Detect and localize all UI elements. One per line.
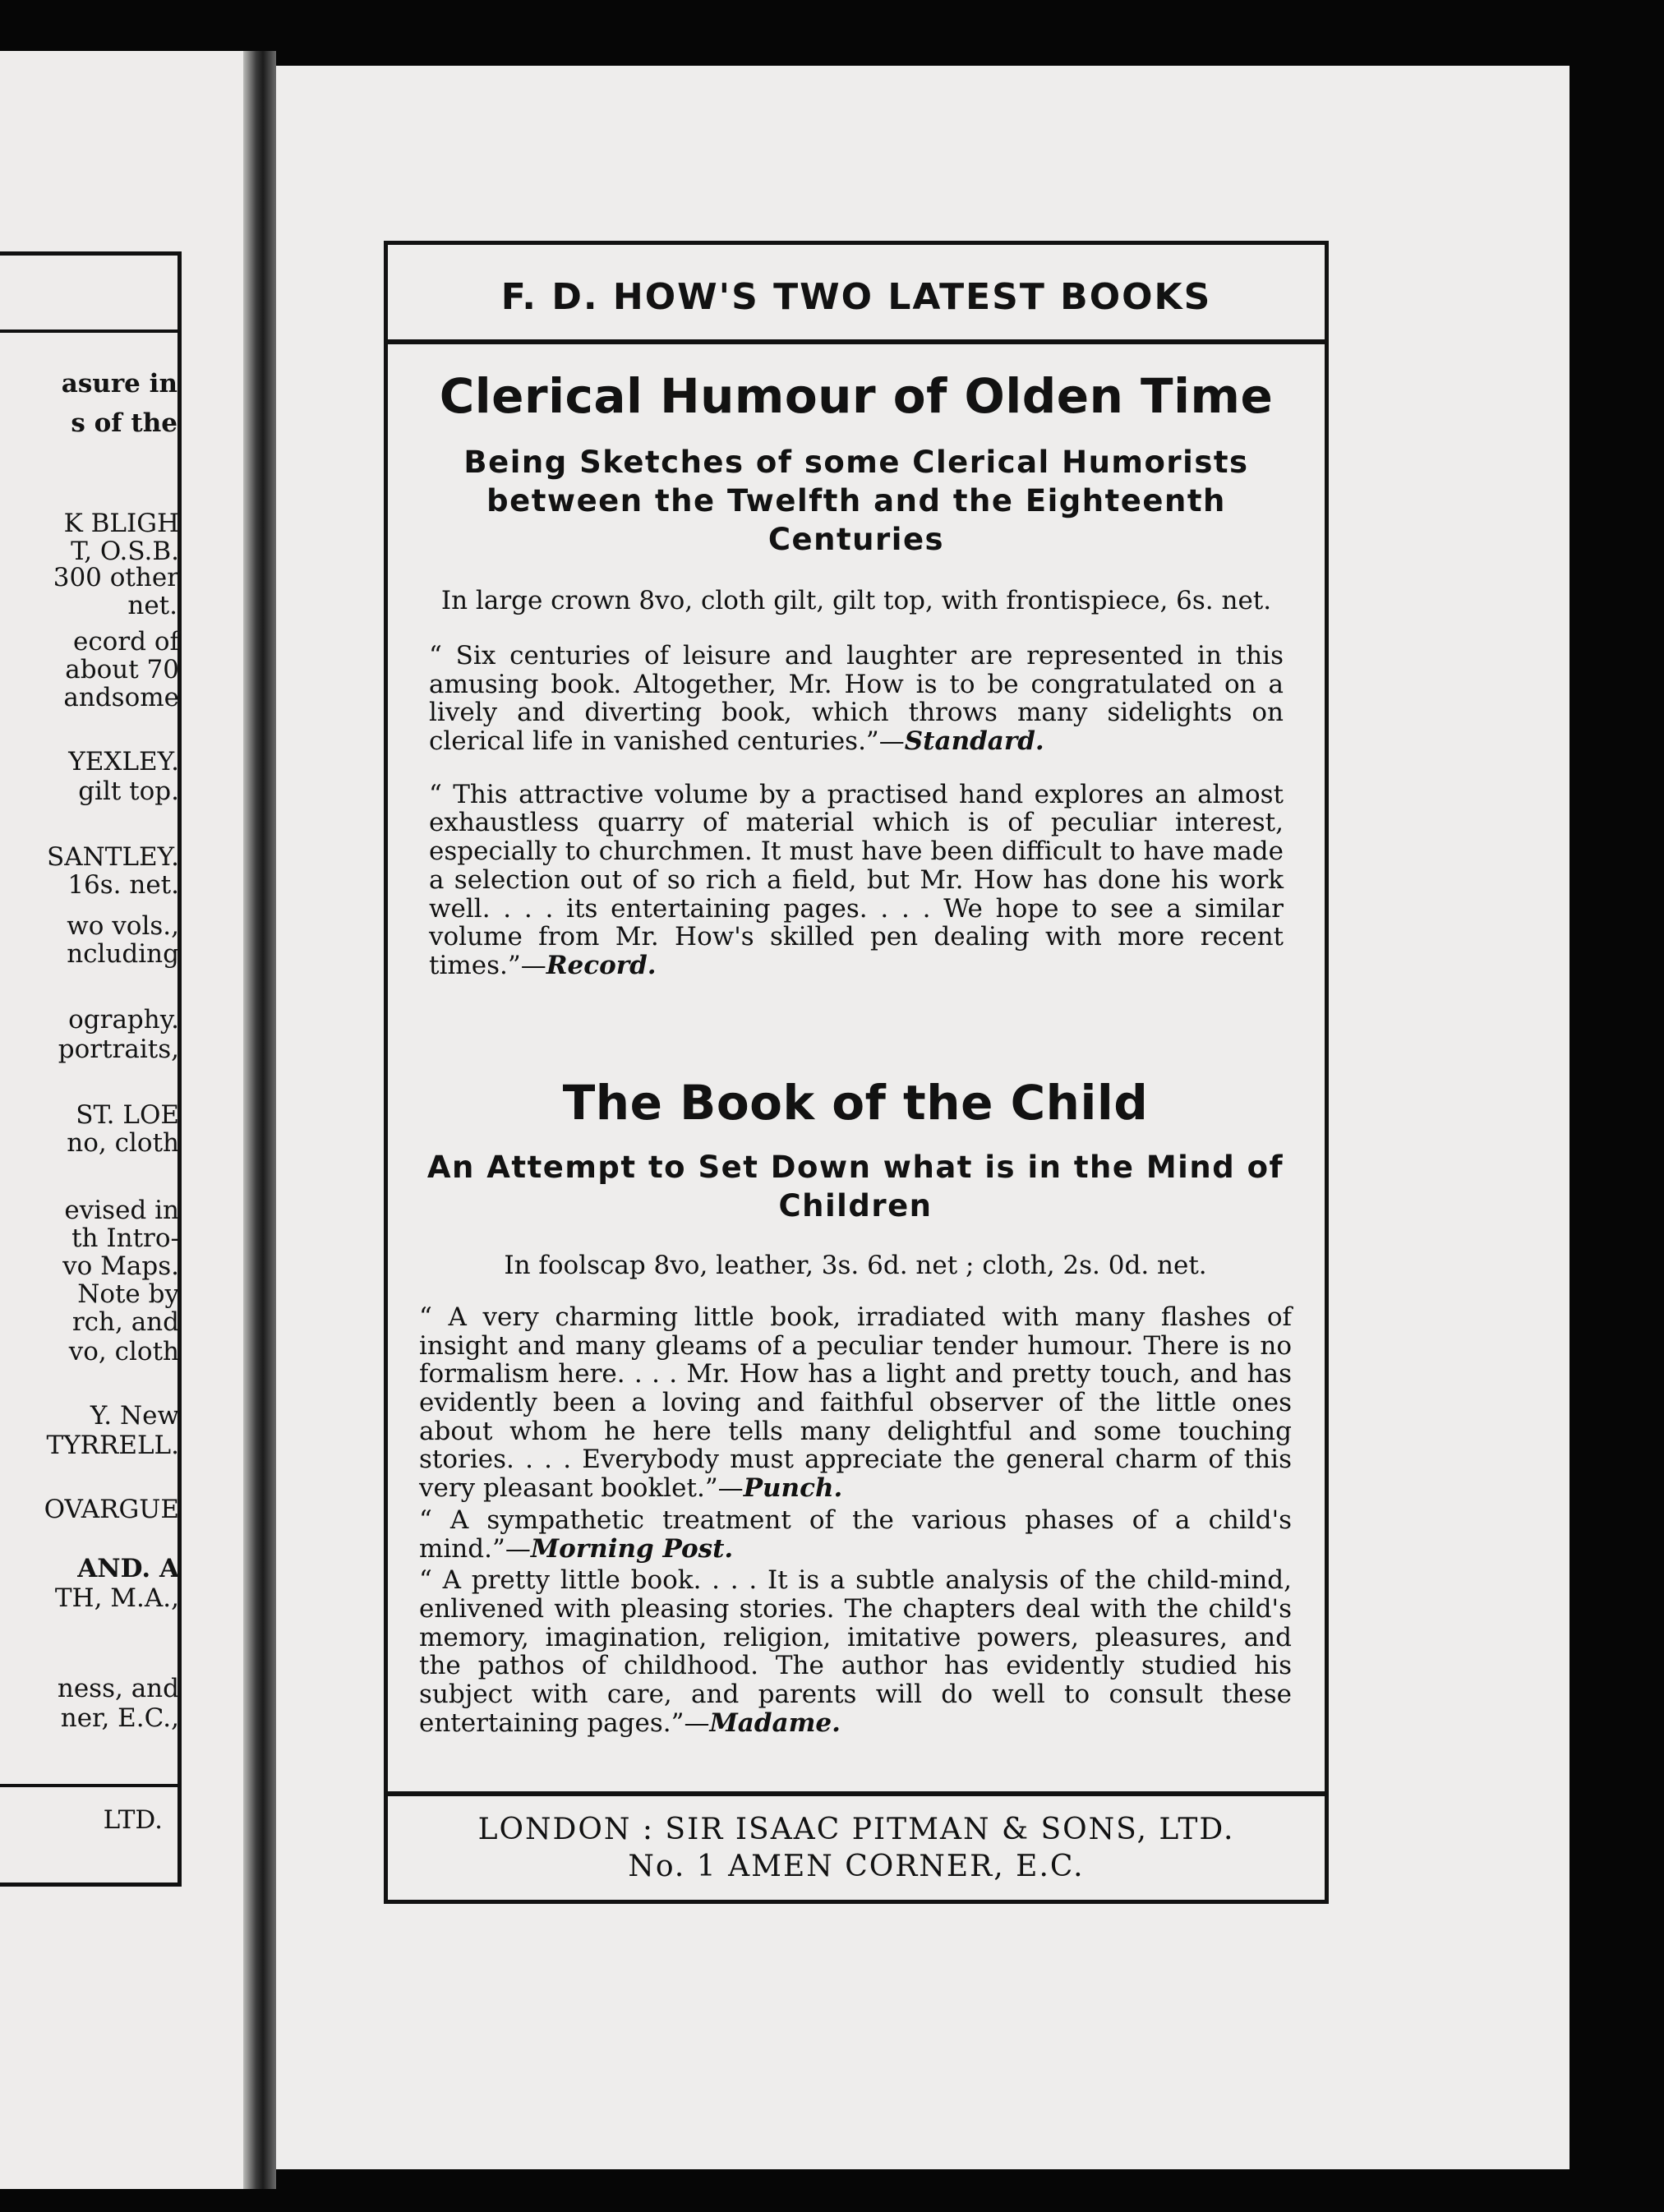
publisher-address: No. 1 AMEN CORNER, E.C. (628, 1850, 1085, 1883)
left-page-fragment: asure in (61, 369, 177, 399)
left-page-fragment: rch, and (71, 1307, 179, 1337)
left-page-fragment: SANTLEY. (47, 842, 179, 872)
left-page-fragment: andsome (63, 683, 179, 712)
advertisement-box (384, 241, 1329, 1904)
left-page-fragment: ecord of (72, 627, 179, 657)
left-page-fragment: ness, and (57, 1674, 179, 1703)
review-text: “ A sympathetic treatment of the various phases of a child's mind.”— (419, 1505, 1292, 1564)
left-advert-box (0, 251, 182, 1887)
left-page-fragment: th Intro- (71, 1224, 179, 1253)
left-page-fragment: portraits, (58, 1035, 179, 1064)
publisher-line: LONDON : SIR ISAAC PITMAN & SONS, LTD. (477, 1813, 1235, 1846)
left-page-fragment: TH, M.A., (54, 1583, 179, 1613)
review-standard (429, 642, 1284, 756)
review-punch (419, 1303, 1292, 1503)
review-source: Standard. (904, 726, 1044, 756)
left-page-fragment: 300 other (53, 563, 179, 592)
publisher-imprint (388, 1791, 1325, 1900)
left-head-rule (0, 329, 177, 333)
book-subtitle: An Attempt to Set Down what is in the Mind of Children (426, 1149, 1284, 1224)
review-source: Madame. (709, 1707, 841, 1738)
left-page-fragment: wo vols., (67, 911, 179, 941)
review-text: “ A very charming little book, irradiated with many flashes of insight and many gleams of a peculiar tender humour. There is no formalism here. . . . Mr. How has a light and pretty touch, and has evidently been a loving and faithful observer of the little ones about whom he here tells many delightful and some touching stories. . . . Everybody must appreciate the general charm of this very pleasant booklet.”— (419, 1302, 1292, 1504)
left-page-fragment: K BLIGH (63, 509, 179, 538)
review-source: Record. (546, 951, 657, 981)
left-page-fragment: ST. LOE (76, 1100, 179, 1130)
left-page-fragment: Y. New (90, 1401, 179, 1431)
left-page-fragment: ner, E.C., (60, 1703, 179, 1733)
advertisement-heading: F. D. HOW'S TWO LATEST BOOKS (500, 276, 1212, 318)
book-edition: In large crown 8vo, cloth gilt, gilt top, with frontispiece, 6s. net. (440, 585, 1272, 615)
review-text: “ A pretty little book. . . . It is a subtle analysis of the child-mind, enlivened with pleasing stories. The chapters deal with the child's memory, imagination, religion, imitative powers, pleasures, and the pathos of childhood. The author has evidently studied his subject with care, and parents will do well to consult these entertaining pages.”— (419, 1565, 1292, 1738)
book-edition: In foolscap 8vo, leather, 3s. 6d. net ; cloth, 2s. 0d. net. (504, 1250, 1207, 1280)
left-page-fragment: LTD. (103, 1805, 163, 1835)
left-page-fragment: OVARGUE (44, 1495, 179, 1524)
left-page-fragment: AND. A (77, 1554, 179, 1583)
review-madame (419, 1566, 1292, 1737)
left-facing-page (0, 51, 261, 2189)
book-title: Clerical Humour of Olden Time (439, 368, 1274, 424)
book-subtitle: Being Sketches of some Clerical Humorists between the Twelfth and the Eighteenth Centuries (463, 444, 1249, 557)
left-page-fragment: T, O.S.B. (71, 537, 179, 566)
book-clerical-humour (429, 368, 1284, 980)
left-page-fragment: gilt top. (78, 777, 179, 806)
review-text: “ This attractive volume by a practised hand explores an almost exhaustless quarry of material which is of peculiar interest, especially to churchmen. It must have been difficult to have made a selection out of so rich a field, but Mr. How has done his work well. . . . its entertaining pages. . . . We hope to see a similar volume from Mr. How's skilled pen dealing with more recent times.”— (429, 779, 1284, 981)
left-page-fragment: vo Maps. (62, 1251, 179, 1281)
advertisement-header (388, 245, 1325, 344)
left-page-fragment: ography. (68, 1005, 179, 1035)
review-source: Punch. (743, 1473, 843, 1504)
left-page-fragment: Note by (77, 1279, 179, 1309)
left-page-fragment: s of the (71, 408, 177, 438)
review-morning-post (419, 1506, 1292, 1563)
left-page-fragment: vo, cloth (68, 1337, 179, 1366)
book-title: The Book of the Child (562, 1075, 1149, 1131)
right-scan-edge (1570, 66, 1664, 2169)
left-page-fragment: no, cloth (67, 1128, 179, 1158)
left-page-fragment: net. (127, 591, 177, 620)
review-source: Morning Post. (530, 1533, 734, 1564)
left-page-fragment: about 70 (65, 655, 179, 684)
review-record (429, 781, 1284, 980)
left-page-fragment: TYRRELL. (46, 1431, 179, 1460)
review-text: “ Six centuries of leisure and laughter are represented in this amusing book. Altogether, Mr. How is to be congratulated on a lively and diverting book, which throws many sidelights on clerical life in vanished centuries.”— (429, 640, 1284, 756)
book-of-the-child (419, 1075, 1292, 1738)
left-page-fragment: YEXLEY. (68, 747, 179, 777)
left-page-fragment: 16s. net. (67, 870, 179, 900)
book-gutter (243, 51, 276, 2189)
left-page-fragment: evised in (64, 1196, 179, 1225)
left-foot-rule (0, 1784, 177, 1787)
left-page-fragment: ncluding (67, 939, 179, 969)
